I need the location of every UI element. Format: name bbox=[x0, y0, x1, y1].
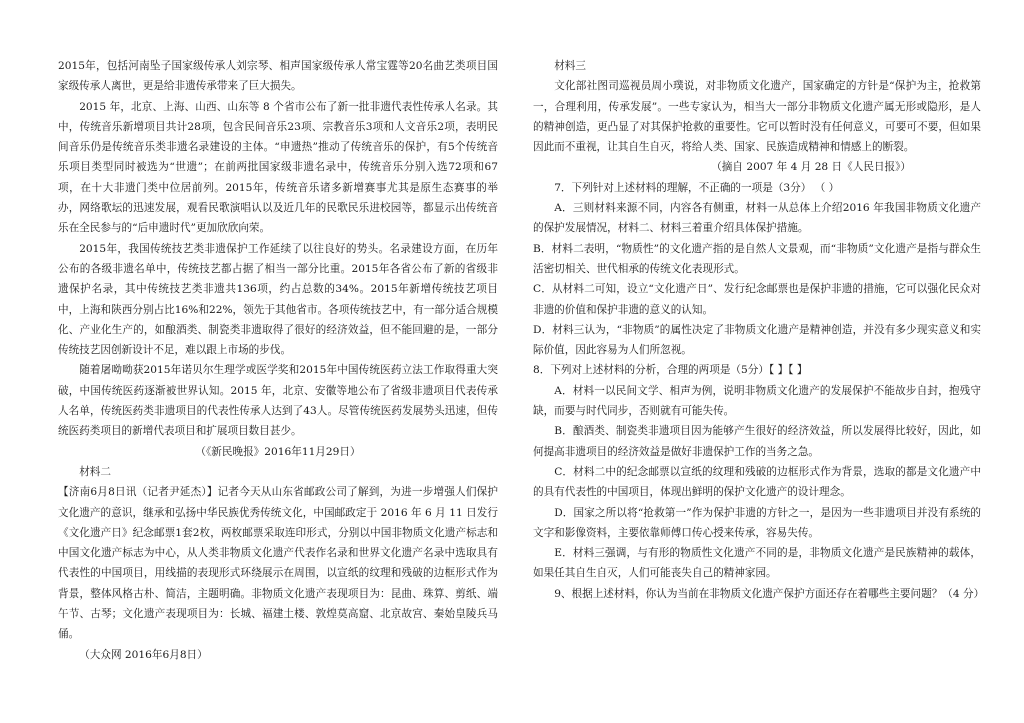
option-b: B．酿酒类、制瓷类非遗项目因为能够产生很好的经济效益，所以发展得比较好，因此，如何提高非遗项目的经济效益是做好非遗保护工作的当务之急。 bbox=[533, 425, 981, 458]
option-a: A．三则材料来源不同，内容各有侧重，材料一从总体上介绍2016 年我国非物质文化遗产的保护发展情况，材料二、材料三着重介绍具体保护措施。 bbox=[533, 202, 981, 235]
source-citation: （《新民晚报》2016年11月29日） bbox=[195, 445, 361, 458]
paragraph: 2015年，我国传统技艺类非遗保护工作延续了以往良好的势头。名录建设方面，在历年公布的各级非遗名单中，传统技艺都占据了相当一部分比重。2015年各省公布了新的省级非遗保护名录，其中传统技艺类非遗共136项，约占总数的34%。2015年新增传统技艺项目中，上海和陕西分别占比16%和22%，领先于其他省市。各项传统技艺中，有一部分适合规模化、产业化生产的，如酿酒类、制瓷类非遗取得了很好的经济效益，但不能回避的是，一部分传统技艺因创新设计不足，难以跟上市场的步伐。 bbox=[58, 242, 498, 357]
option-d: D．材料三认为，“非物质”的属性决定了非物质文化遗产是精神创造，并没有多少现实意义和实际价值，因此容易为人们所忽视。 bbox=[533, 323, 981, 357]
source-citation: （摘自 2007 年 4 月 28 日《人民日报》） bbox=[711, 161, 911, 174]
paragraph: 随着屠呦呦获2015年诺贝尔生理学或医学奖和2015年中国传统医药立法工作取得重大突破，中国传统医药逐渐被世界认知。2015 年，北京、安徽等地公布了省级非遗项目代表传承人名单，传统医药类非遗项目的代表性传承人达到了43人。尽管传统医药发展势头迅速，但传统医药类项目的新增代表项目和扩展项目数目甚少。 bbox=[58, 364, 498, 438]
question-9: 9、根据上述材料，你认为当前在非物质文化遗产保护方面还存在着哪些主要问题？（4 分） bbox=[554, 587, 985, 600]
option-b: B．材料二表明，“物质性”的文化遗产指的是自然人文景观，而“非物质”文化遗产是指与群众生活密切相关、世代相承的传统文化表现形式。 bbox=[533, 242, 981, 275]
paragraph: 【济南6月8日讯（记者尹延杰）】记者今天从山东省邮政公司了解到，为进一步增强人们保护文化遗产的意识，继承和弘扬中华民族优秀传统文化，中国邮政定于 2016 年 6 月 11 日发行《文化遗产日》纪念邮票1套2枚，两枚邮票采取连印形式，分别以中国非物质文化遗产标志和中国文化遗产标志为中心，从人类非物质文化遗产代表作名录和世界文化遗产名录中选取具有代表性的中国项目，用线描的表现形式环绕展示在周围，以宣纸的纹理和残破的边框形式作为背景，整体风格古朴、简洁，主题明确。非物质文化遗产表现项目为：昆曲、珠算、剪纸、端午节、古琴；文化遗产表现项目为：长城、福建土楼、敦煌莫高窟、北京故宫、秦始皇陵兵马俑。 bbox=[58, 486, 498, 641]
option-c: C．从材料二可知，设立“文化遗产日”、发行纪念邮票也是保护非遗的措施，它可以强化民众对非遗的价值和保护非遗的意义的认知。 bbox=[533, 283, 981, 316]
section-heading: 材料三 bbox=[554, 60, 586, 72]
question-8: 8．下列对上述材料的分析，合理的两项是（5分）【 】【 】 bbox=[533, 364, 808, 377]
source-citation: （大众网 2016年6月8日） bbox=[79, 648, 208, 661]
right-column bbox=[533, 56, 985, 604]
paragraph: 2015年，包括河南坠子国家级传承人刘宗琴、相声国家级传承人常宝霆等20名曲艺类项目国家级传承人离世，更是给非遗传承带来了巨大损失。 bbox=[58, 60, 498, 93]
section-heading: 材料二 bbox=[79, 465, 111, 478]
option-e: E．材料三强调，与有形的物质性文化遗产不同的是，非物质文化遗产是民族精神的载体，如果任其自生自灭，人们可能丧失自己的精神家园。 bbox=[533, 547, 981, 580]
option-d: D．国家之所以将“抢救第一”作为保护非遗的方针之一，是因为一些非遗项目并没有系统的文字和影像资料，主要依靠师傅口传心授来传承，容易失传。 bbox=[533, 506, 981, 539]
paragraph: 2015 年，北京、上海、山西、山东等 8 个省市公布了新一批非遗代表性传承人名录。其中，传统音乐新增项目共计28项，包含民间音乐23项、宗教音乐3项和人文音乐2项，表明民间音乐仍是传统音乐类非遗名录建设的主体。“申遗热”推动了传统音乐的保护，有5个传统音乐项目类型同时被选为“世遗”；在前两批国家级非遗名录中，传统音乐分别入选72项和67 项，在十大非遗门类中位居前列。2015年，传统音乐诸多新增赛事尤其是原生态赛事的举办，网络歌坛的迅速发展，观看民歌演唱认以及近几年的民歌民乐进校园等，都显示出传统音乐在全民参与的“后申遗时代”更加欣欣向荣。 bbox=[58, 100, 498, 235]
option-c: C．材料二中的纪念邮票以宣纸的纹理和残破的边框形式作为背景，选取的都是文化遗产中的具有代表性的中国项目，体现出鲜明的保护文化遗产的设计理念。 bbox=[533, 465, 981, 499]
left-column bbox=[58, 56, 498, 665]
option-a: A．材料一以民间文学、相声为例，说明非物质文化遗产的发展保护不能故步自封，抱残守缺，而要与时代同步，否则就有可能失传。 bbox=[533, 384, 981, 418]
paragraph: 文化部社图司巡视员周小璞说，对非物质文化遗产，国家确定的方针是“保护为主，抢救第一，合理利用，传承发展”。一些专家认为，相当大一部分非物质文化遗产属无形或隐形，是人的精神创造，更凸显了对其保护抢救的重要性。它可以暂时没有任何意义，可要可不要，但如果因此而不重视，让其自生自灭，将给人类、国家、民族造成精神和情感上的断裂。 bbox=[533, 80, 981, 154]
question-7: 7．下列针对上述材料的理解，不正确的一项是（3分） （ ） bbox=[554, 181, 840, 194]
